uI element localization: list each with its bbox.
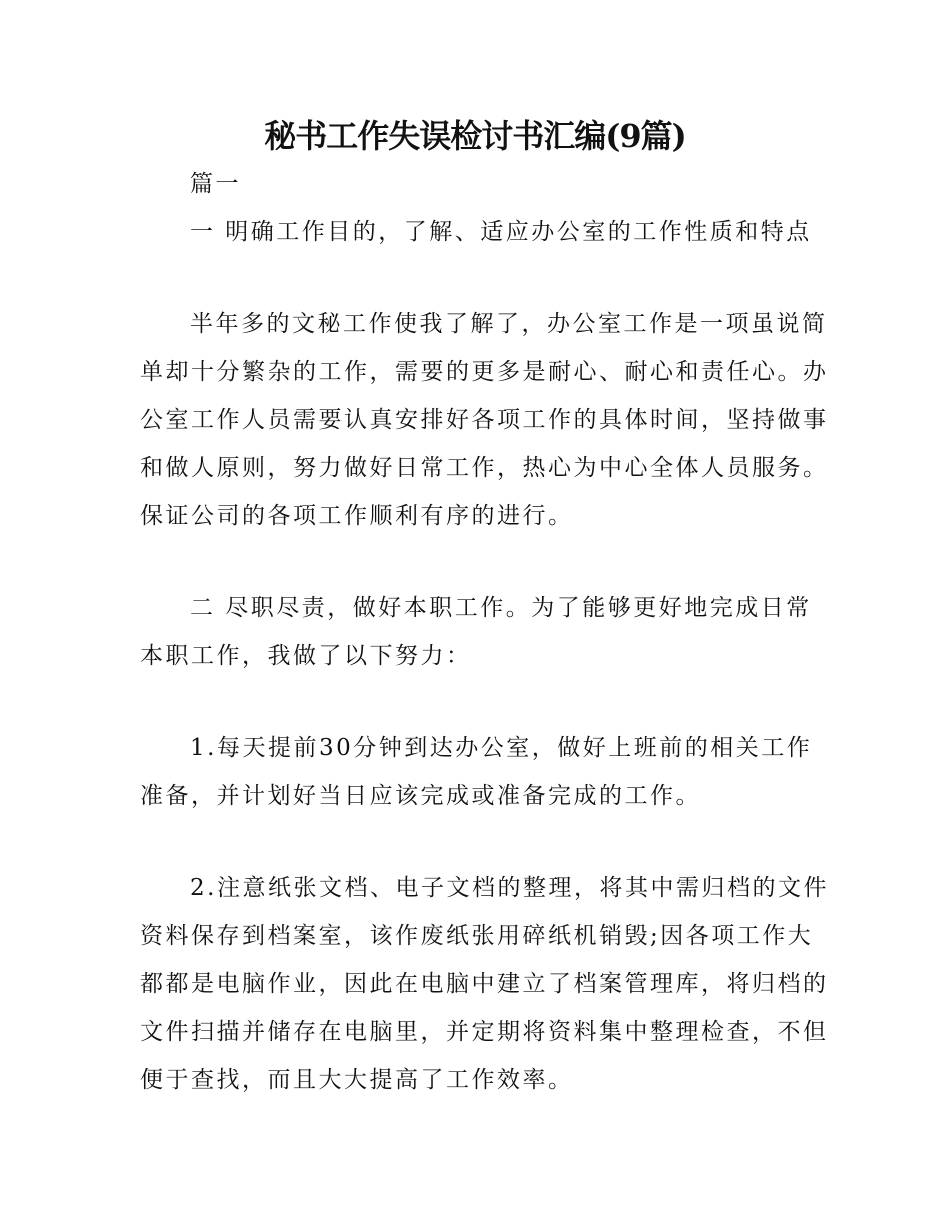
paragraph-line: 资料保存到档案室，该作废纸张用碎纸机销毁;因各项工作大 [140,923,814,949]
paragraph-spacer [140,540,812,584]
paragraph-line: 二 尽职尽责，做好本职工作。为了能够更好地完成日常 [190,595,812,621]
heading-1: 一 明确工作目的，了解、适应办公室的工作性质和特点 [190,219,812,245]
paragraph-line: 1.每天提前30分钟到达办公室，做好上班前的相关工作 [190,735,813,761]
paragraph-line: 2.注意纸张文档、电子文档的整理，将其中需归档的文件 [190,875,829,901]
paragraph-line: 便于查找，而且大大提高了工作效率。 [140,1067,574,1093]
paragraph-line: 单却十分繁杂的工作，需要的更多是耐心、耐心和责任心。办 [140,359,829,385]
paragraph-3 [140,724,812,820]
document-title: 秘书工作失误检讨书汇编(9篇) [264,117,686,155]
paragraph-spacer [140,820,812,864]
paragraph-line: 和做人原则，努力做好日常工作，热心为中心全体人员服务。 [140,455,829,481]
section-label: 篇一 [190,171,241,197]
paragraph-line: 都都是电脑作业，因此在电脑中建立了档案管理库，将归档的 [140,971,829,997]
paragraph-4 [140,864,829,1104]
paragraph-line: 公室工作人员需要认真安排好各项工作的具体时间，坚持做事 [140,407,829,433]
paragraph-spacer [140,256,812,300]
paragraph-spacer [140,680,812,724]
document-body [140,160,829,1104]
paragraph-line: 准备，并计划好当日应该完成或准备完成的工作。 [140,783,701,809]
paragraph-line: 半年多的文秘工作使我了解了，办公室工作是一项虽说简 [190,311,828,337]
paragraph-line: 保证公司的各项工作顺利有序的进行。 [140,503,574,529]
paragraph-line: 本职工作，我做了以下努力： [140,643,472,669]
paragraph-1 [140,300,829,540]
paragraph-line: 文件扫描并储存在电脑里，并定期将资料集中整理检查，不但 [140,1019,829,1045]
paragraph-2 [140,584,812,680]
